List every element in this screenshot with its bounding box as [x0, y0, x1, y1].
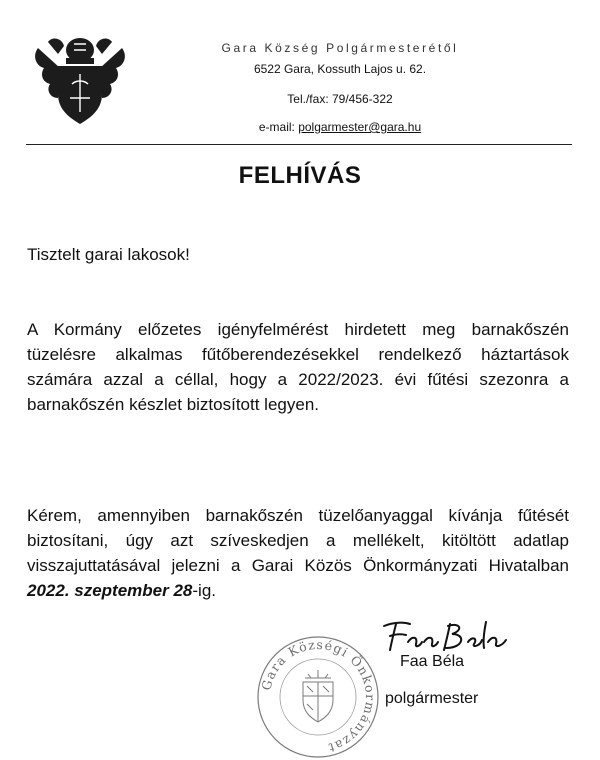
request-text: Kérem, amennyiben barnakőszén tüzelőanyaggal kívánja fűtését biztosítani, úgy azt szíveskedjen a mellékelt, kitöltött adatlap visszajuttatásával jelezni a Garai Közös Önkormányzati Hivatalban	[27, 506, 569, 575]
coat-of-arms-icon	[30, 28, 130, 128]
deadline-suffix: -ig.	[192, 581, 217, 600]
document-title: FELHÍVÁS	[238, 162, 362, 189]
handwritten-signature	[380, 618, 510, 654]
seal-text: Gara Községi Önkormányzat	[258, 636, 379, 756]
email-label: e-mail:	[258, 120, 299, 134]
official-seal	[255, 634, 381, 760]
paragraph-request	[27, 503, 569, 603]
org-address: 6522 Gara, Kossuth Lajos u. 62.	[253, 62, 427, 76]
deadline-date: 2022. szeptember 28	[27, 581, 193, 600]
org-email-line	[190, 120, 490, 134]
greeting: Tisztelt garai lakosok!	[27, 245, 190, 264]
org-name: Gara Község Polgármesterétől	[221, 41, 459, 55]
header-divider	[26, 144, 572, 145]
paragraph-announcement: A Kormány előzetes igényfelmérést hirdetett meg barnakőszén tüzelésre alkalmas fűtőberendezésekkel rendelkező háztartások számára azzal a céllal, hogy a 2022/2023. évi fűtési szezonra a barnakőszén készlet biztosított legyen.	[27, 320, 569, 414]
signer-title: polgármester	[385, 690, 479, 707]
email-link[interactable]: polgarmester@gara.hu	[298, 120, 422, 134]
signer-name: Faa Béla	[400, 653, 465, 670]
org-phone: Tel./fax: 79/456-322	[287, 92, 393, 106]
